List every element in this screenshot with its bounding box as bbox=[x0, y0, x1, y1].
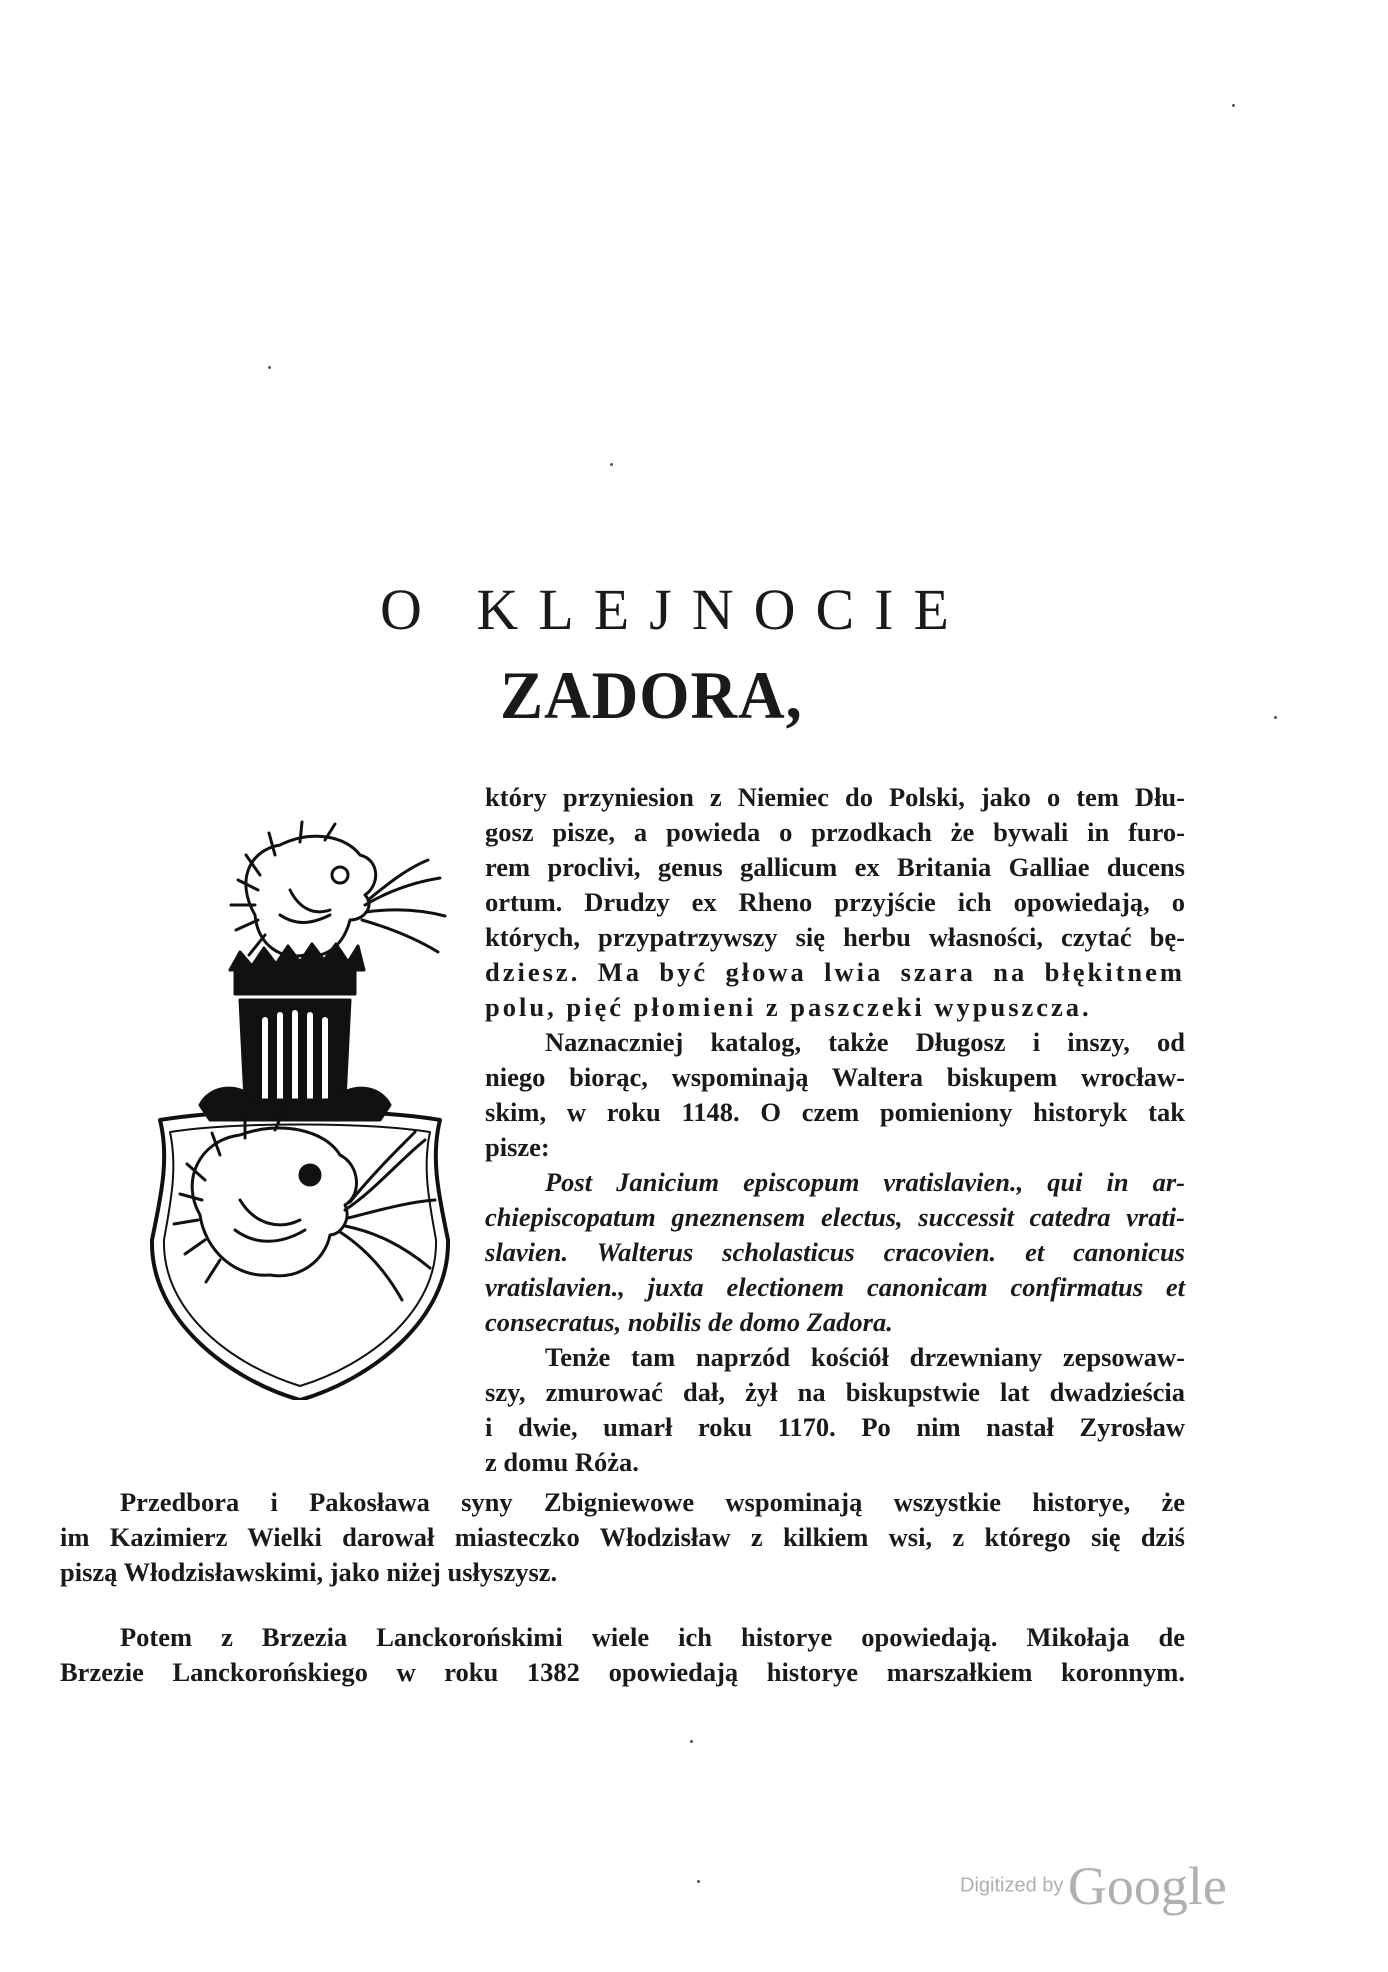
text-line: Przedbora i Pakosława syny Zbigniewowe wspominają wszystkie historye, że bbox=[120, 1487, 1185, 1517]
text-line: szy, zmurować dał, żył na biskupstwie lat dwadzieścia bbox=[485, 1377, 1185, 1407]
text-line: których, przypatrzywszy się herbu własności, czytać bę- bbox=[485, 922, 1185, 952]
text-line: Brzezie Lanckorońskiego w roku 1382 opowiedają historye marszałkiem koronnym. bbox=[60, 1657, 1185, 1687]
scan-speck bbox=[268, 366, 271, 369]
paragraph-intro bbox=[485, 780, 1185, 1025]
coat-of-arms-illustration bbox=[140, 820, 460, 1400]
paragraph-walter bbox=[485, 1025, 1185, 1165]
text-line: slavien. Walterus scholasticus cracovien. et canonicus bbox=[485, 1237, 1185, 1267]
text-line: Tenże tam naprzód kościół drzewniany zepsowaw- bbox=[545, 1342, 1185, 1372]
text-line: który przyniesion z Niemiec do Polski, jako o tem Dłu- bbox=[485, 782, 1185, 812]
scan-speck bbox=[610, 463, 613, 466]
text-column bbox=[485, 780, 1185, 1480]
scan-speck bbox=[697, 1880, 700, 1883]
text-line: ortum. Drudzy ex Rheno przyjście ich opowiedają, o bbox=[485, 887, 1185, 917]
text-line: z domu Róża. bbox=[485, 1447, 639, 1477]
text-line: Potem z Brzezia Lanckorońskimi wiele ich historye opowiedają. Mikołaja de bbox=[120, 1622, 1185, 1652]
paragraph-church bbox=[485, 1340, 1185, 1480]
text-line: Naznaczniej katalog, także Długosz i inszy, od bbox=[545, 1027, 1185, 1057]
text-line: piszą Włodzisławskimi, jako niżej usłyszysz. bbox=[60, 1557, 558, 1587]
text-line: gosz pisze, a powieda o przodkach że bywali in furo- bbox=[485, 817, 1185, 847]
scan-speck bbox=[1232, 104, 1235, 107]
scan-speck bbox=[1274, 716, 1277, 719]
google-logo: Google bbox=[1067, 1856, 1227, 1916]
text-line: dziesz. Ma być głowa lwia szara na błękitnem bbox=[485, 957, 1185, 987]
text-line: Post Janicium episcopum vratislavien., qui in ar- bbox=[545, 1167, 1185, 1197]
text-line: polu, pięć płomieni z paszczeki wypuszcza. bbox=[485, 992, 1092, 1022]
text-line: skim, w roku 1148. O czem pomieniony historyk tak bbox=[485, 1097, 1185, 1127]
text-line: chiepiscopatum gneznensem electus, successit catedra vrati- bbox=[485, 1202, 1185, 1232]
text-line: niego biorąc, wspominają Waltera biskupem wrocław- bbox=[485, 1062, 1185, 1092]
text-line: vratislavien., juxta electionem canonicam confirmatus et bbox=[485, 1272, 1185, 1302]
text-line: im Kazimierz Wielki darował miasteczko Włodzisław z kilkiem wsi, z którego się dziś bbox=[60, 1522, 1185, 1552]
heading-line-1: O KLEJNOCIE bbox=[380, 577, 969, 642]
text-line: rem proclivi, genus gallicum ex Britania Galliae ducens bbox=[485, 852, 1185, 882]
paragraph-lanckoronski bbox=[60, 1620, 1185, 1690]
digitized-by-google-watermark bbox=[960, 1855, 1227, 1917]
latin-quote bbox=[485, 1165, 1185, 1340]
scan-speck bbox=[690, 1740, 693, 1743]
text-line: consecratus, nobilis de domo Zadora. bbox=[485, 1307, 893, 1337]
paragraph-przedbora bbox=[60, 1485, 1185, 1590]
heading-line-2: ZADORA, bbox=[500, 657, 803, 733]
text-line: pisze: bbox=[485, 1132, 550, 1162]
watermark-prefix: Digitized by bbox=[960, 1874, 1064, 1897]
text-line: i dwie, umarł roku 1170. Po nim nastał Zyrosław bbox=[485, 1412, 1185, 1442]
